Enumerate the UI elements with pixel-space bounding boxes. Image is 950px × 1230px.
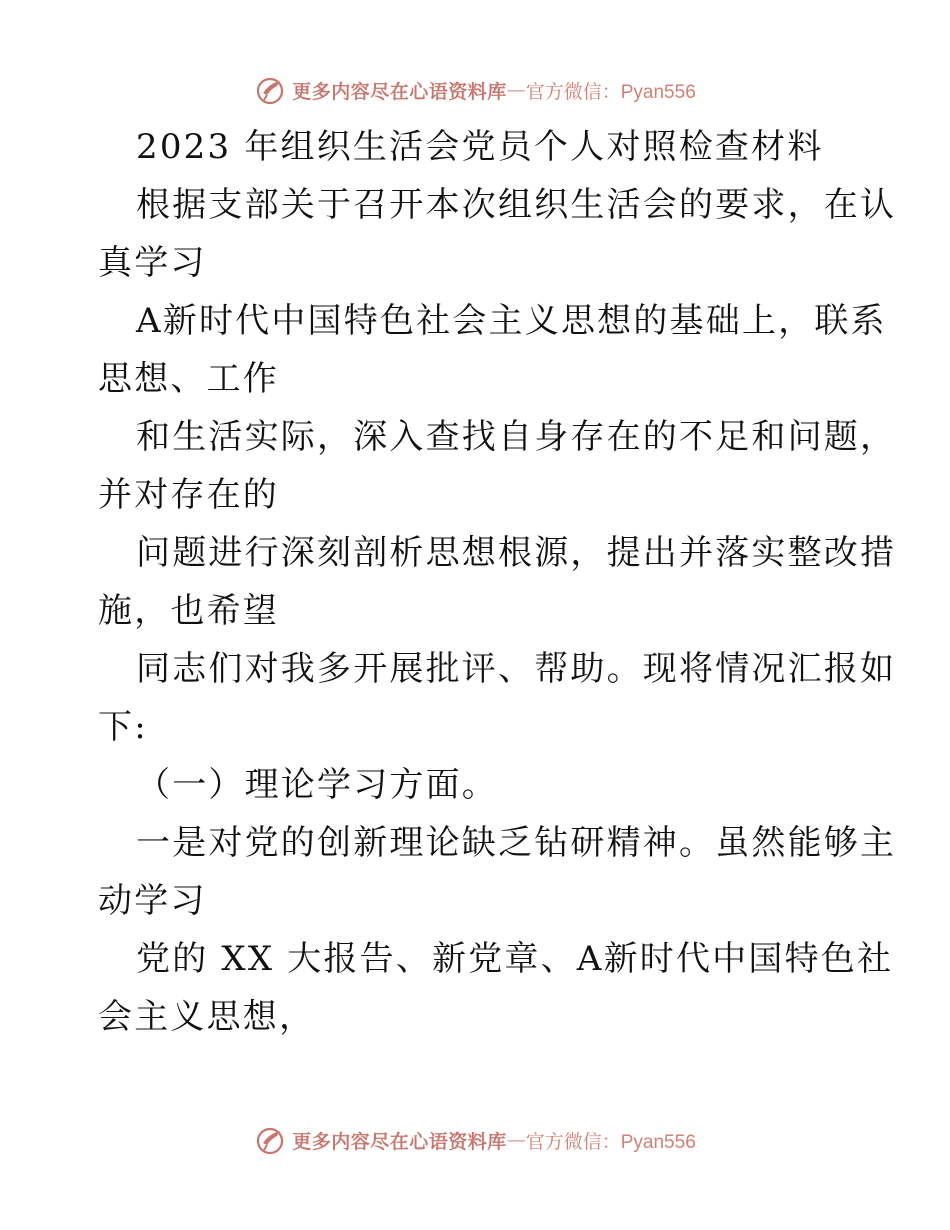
watermark-id-text: 官方微信：Pyan556 — [525, 81, 696, 103]
paragraph-line: 施，也希望 — [98, 591, 279, 631]
pen-logo-icon — [254, 1123, 288, 1157]
header-watermark — [0, 70, 950, 110]
paragraph-line: 下: — [98, 707, 148, 747]
paragraph-line: 动学习 — [98, 881, 207, 921]
watermark-main-text: 更多内容尽在心语资料库 — [292, 1130, 507, 1153]
paragraph-line: 同志们对我多开展批评、帮助。现将情况汇报如 — [136, 649, 897, 689]
footer-watermark — [0, 1120, 950, 1160]
watermark-separator: — — [506, 79, 526, 101]
paragraph-line: 党的 XX 大报告、新党章、A新时代中国特色社 — [136, 939, 894, 979]
paragraph-line: 根据支部关于召开本次组织生活会的要求，在认 — [136, 185, 897, 225]
paragraph-line: A新时代中国特色社会主义思想的基础上，联系 — [136, 301, 887, 341]
paragraph-line: 真学习 — [98, 243, 207, 283]
paragraph-line: 思想、工作 — [98, 359, 279, 399]
watermark-id-text: 官方微信：Pyan556 — [525, 1131, 696, 1153]
paragraph-line: 和生活实际，深入查找自身存在的不足和问题， — [136, 417, 897, 457]
paragraph-line: 会主义思想， — [98, 997, 316, 1037]
paragraph-line: 一是对党的创新理论缺乏钻研精神。虽然能够主 — [136, 823, 897, 863]
watermark-separator: — — [506, 1129, 526, 1151]
watermark-main-text: 更多内容尽在心语资料库 — [292, 80, 507, 103]
paragraph-line: 并对存在的 — [98, 475, 279, 515]
document-body — [98, 118, 897, 1046]
pen-logo-icon — [254, 73, 288, 107]
document-title: 2023 年组织生活会党员个人对照检查材料 — [136, 127, 824, 167]
section-heading: （一）理论学习方面。 — [136, 765, 498, 805]
paragraph-line: 问题进行深刻剖析思想根源，提出并落实整改措 — [136, 533, 897, 573]
